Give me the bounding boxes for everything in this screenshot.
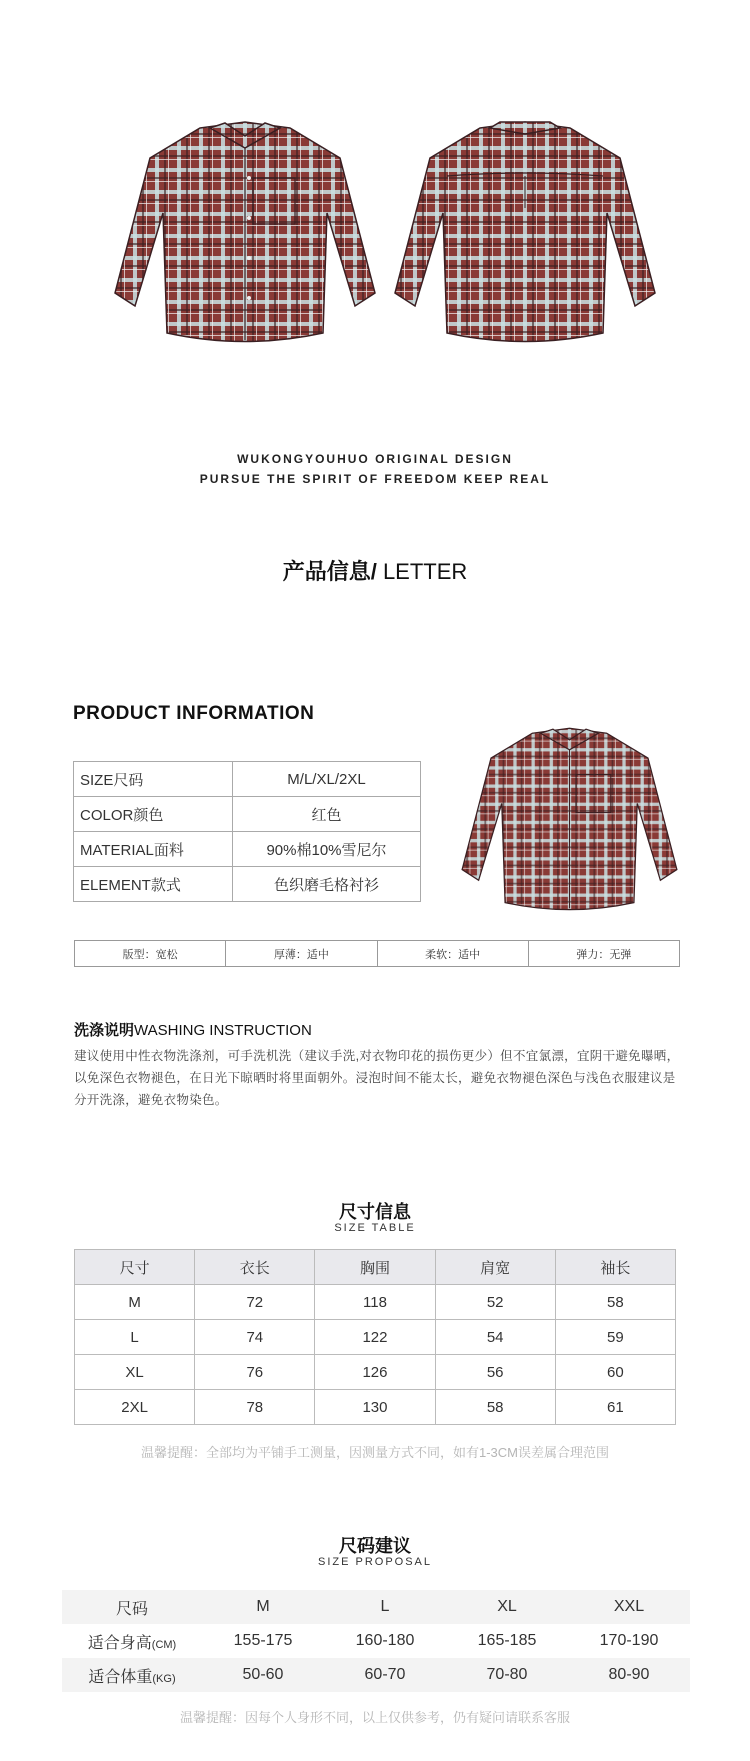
plaid-shirt-front-image	[105, 118, 385, 348]
table-cell: 61	[555, 1390, 675, 1425]
letter-heading-cn: 产品信息/	[282, 559, 377, 584]
table-cell: 165-185	[477, 1632, 537, 1649]
table-cell: XL	[75, 1355, 195, 1390]
letter-heading	[0, 555, 750, 586]
table-row	[75, 941, 680, 967]
table-cell: 60	[555, 1355, 675, 1390]
table-cell: L	[75, 1320, 195, 1355]
table-cell: 72	[195, 1285, 315, 1320]
table-cell: 50-60	[202, 1658, 324, 1692]
table-cell: 58	[435, 1390, 555, 1425]
table-cell: 70-80	[446, 1658, 568, 1692]
size-proposal-subtitle: SIZE PROPOSAL	[317, 1556, 433, 1568]
column-header: 衣长	[195, 1250, 315, 1285]
tagline-line-2: PURSUE THE SPIRIT OF FREEDOM KEEP REAL	[199, 472, 551, 486]
size-table	[74, 1249, 676, 1425]
table-cell: 170-190	[599, 1632, 659, 1649]
size-proposal-table	[62, 1590, 690, 1692]
table-cell: M	[75, 1285, 195, 1320]
tagline-line-1: WUKONGYOUHUO ORIGINAL DESIGN	[237, 452, 513, 466]
info-value: 红色	[233, 797, 421, 832]
table-row	[62, 1624, 690, 1658]
table-cell: 160-180	[355, 1632, 415, 1649]
proposal-size: M	[202, 1590, 324, 1624]
table-row	[74, 762, 421, 797]
proposal-header-label: 尺码	[62, 1590, 202, 1624]
attribute-softness: 柔软：适中	[377, 941, 528, 967]
washing-title-cn: 洗涤说明	[74, 1022, 135, 1039]
table-row	[62, 1658, 690, 1692]
size-table-note: 温馨提醒：全部均为平铺手工测量，因测量方式不同，如有1-3CM误差属合理范围	[140, 1445, 609, 1460]
table-cell: 74	[195, 1320, 315, 1355]
table-cell: 52	[435, 1285, 555, 1320]
info-value: 90%棉10%雪尼尔	[233, 832, 421, 867]
weight-unit: (KG)	[152, 1672, 176, 1685]
table-cell: 2XL	[75, 1390, 195, 1425]
info-key: COLOR颜色	[74, 797, 233, 832]
table-cell: 60-70	[324, 1658, 446, 1692]
weight-label	[62, 1658, 202, 1692]
table-cell: 80-90	[568, 1658, 690, 1692]
column-header: 尺寸	[75, 1250, 195, 1285]
height-label-text: 适合身高	[87, 1634, 152, 1652]
column-header: 肩宽	[435, 1250, 555, 1285]
size-proposal-note: 温馨提醒：因每个人身形不同，以上仅供参考，仍有疑问请联系客服	[179, 1710, 570, 1725]
washing-title-en: WASHING INSTRUCTION	[134, 1022, 312, 1039]
table-cell: 59	[555, 1320, 675, 1355]
table-header-row	[75, 1250, 676, 1285]
proposal-size: XL	[446, 1590, 568, 1624]
info-value: M/L/XL/2XL	[233, 762, 421, 797]
table-row	[75, 1355, 676, 1390]
letter-heading-en: LETTER	[376, 559, 468, 584]
washing-text: 建议使用中性衣物洗涤剂，可手洗机洗（建议手洗,对衣物印花的损伤更少）但不宜氯漂，宜阴干避免曝晒，以免深色衣物褪色，在日光下晾晒时将里面朝外。浸泡时间不能太长，避免衣物褪色深色与浅色衣服建议是分开洗涤，避免衣物染色。	[74, 1049, 680, 1107]
table-cell: 118	[315, 1285, 435, 1320]
attribute-thickness: 厚薄：适中	[226, 941, 377, 967]
attribute-fit: 版型：宽松	[75, 941, 226, 967]
column-header: 袖长	[555, 1250, 675, 1285]
info-key: SIZE尺码	[74, 762, 233, 797]
column-header: 胸围	[315, 1250, 435, 1285]
table-cell: 76	[195, 1355, 315, 1390]
proposal-size: L	[324, 1590, 446, 1624]
table-cell: 155-175	[233, 1632, 293, 1649]
weight-label-text: 适合体重	[88, 1668, 153, 1686]
product-information-title: PRODUCT INFORMATION	[73, 703, 315, 724]
table-cell: 54	[435, 1320, 555, 1355]
table-cell: 56	[435, 1355, 555, 1390]
height-unit: (CM)	[151, 1638, 177, 1651]
table-row	[75, 1320, 676, 1355]
table-cell: 58	[555, 1285, 675, 1320]
size-proposal-title: 尺码建议	[339, 1536, 411, 1556]
size-table-title: 尺寸信息	[339, 1202, 411, 1222]
info-key: ELEMENT款式	[74, 867, 233, 902]
table-row	[74, 797, 421, 832]
proposal-size: XXL	[568, 1590, 690, 1624]
table-row	[74, 867, 421, 902]
attribute-table	[74, 940, 680, 967]
table-row	[75, 1390, 676, 1425]
table-cell: 122	[315, 1320, 435, 1355]
washing-title	[74, 1019, 312, 1040]
plaid-shirt-back-image	[385, 118, 665, 348]
info-key: MATERIAL面料	[74, 832, 233, 867]
plaid-shirt-detail-image	[452, 725, 687, 915]
size-table-subtitle: SIZE TABLE	[334, 1222, 416, 1234]
table-cell: 126	[315, 1355, 435, 1390]
table-row	[74, 832, 421, 867]
table-header-row	[62, 1590, 690, 1624]
info-value: 色织磨毛格衬衫	[233, 867, 421, 902]
height-label	[62, 1624, 202, 1658]
product-info-table	[73, 761, 421, 902]
table-row	[75, 1285, 676, 1320]
table-cell: 130	[315, 1390, 435, 1425]
table-cell: 78	[195, 1390, 315, 1425]
attribute-elasticity: 弹力：无弹	[528, 941, 679, 967]
